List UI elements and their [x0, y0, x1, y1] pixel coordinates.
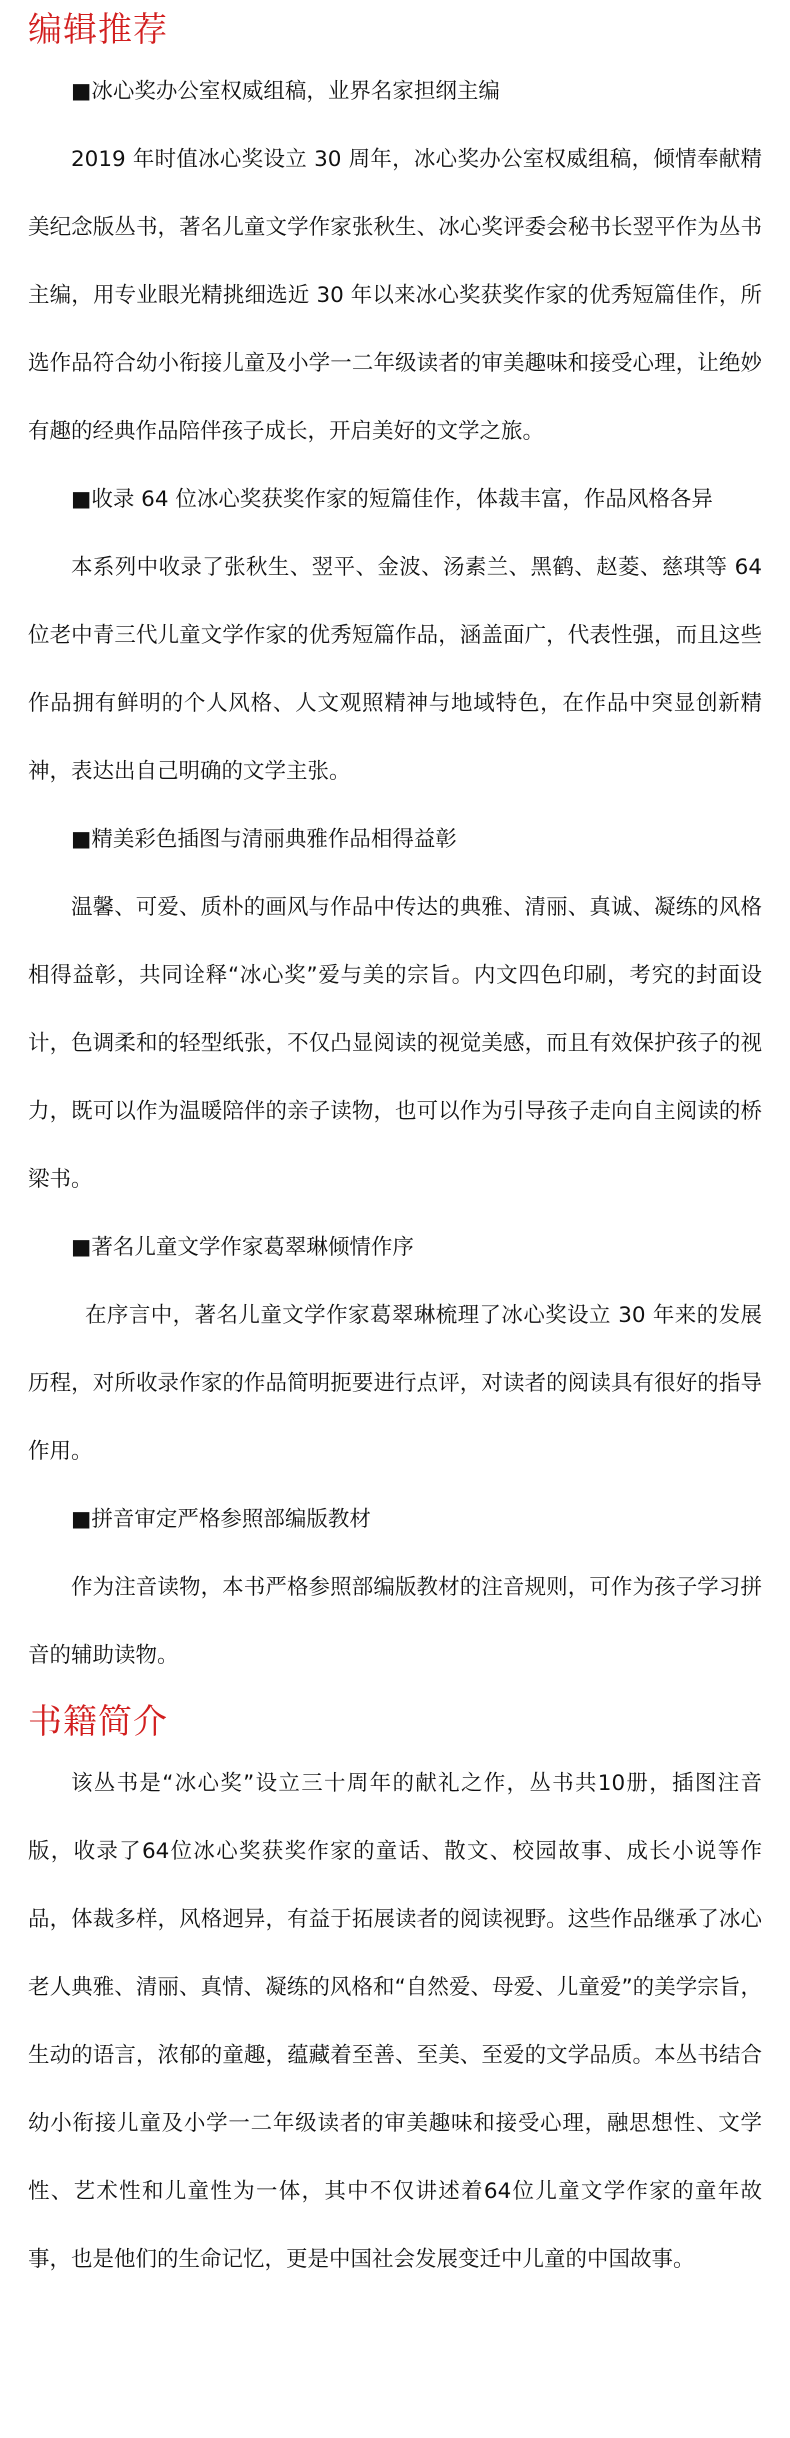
feature-body-preface: 在序言中，著名儿童文学作家葛翠琳梳理了冰心奖设立 30 年来的发展历程，对所收录作家的作品简明扼要进行点评，对读者的阅读具有很好的指导作用。 [28, 1303, 762, 1464]
feature-body-illustrations: 温馨、可爱、质朴的画风与作品中传达的典雅、清丽、真诚、凝练的风格相得益彰，共同诠释“冰心奖”爱与美的宗旨。内文四色印刷，考究的封面设计，色调柔和的轻型纸张，不仅凸显阅读的视觉美感，而且有效保护孩子的视力，既可以作为温暖陪伴的亲子读物，也可以作为引导孩子走向自主阅读的桥梁书。 [28, 895, 762, 1192]
section-title-book-introduction: 书籍简介 [28, 1702, 168, 1742]
feature-body-authors: 本系列中收录了张秋生、翌平、金波、汤素兰、黑鹤、赵菱、慈琪等 64 位老中青三代儿童文学作家的优秀短篇作品，涵盖面广，代表性强，而且这些作品拥有鲜明的个人风格、人文观照精神与地域特色，在作品中突显创新精神，表达出自己明确的文学主张。 [28, 555, 762, 784]
product-description-page [0, 2, 790, 2438]
feature-heading-pinyin: ■拼音审定严格参照部编版教材 [71, 1507, 371, 1532]
feature-heading-authors: ■收录 64 位冰心奖获奖作家的短篇佳作，体裁丰富，作品风格各异 [71, 487, 713, 512]
feature-heading-preface: ■著名儿童文学作家葛翠琳倾情作序 [71, 1235, 414, 1260]
section-title-editor-recommendation: 编辑推荐 [28, 10, 168, 50]
feature-heading-illustrations: ■精美彩色插图与清丽典雅作品相得益彰 [71, 827, 457, 852]
book-introduction-body: 该丛书是“冰心奖”设立三十周年的献礼之作，丛书共10册，插图注音版，收录了64位冰心奖获奖作家的童话、散文、校园故事、成长小说等作品，体裁多样，风格迥异，有益于拓展读者的阅读视野。这些作品继承了冰心老人典雅、清丽、真情、凝练的风格和“自然爱、母爱、儿童爱”的美学宗旨，生动的语言，浓郁的童趣，蕴藏着至善、至美、至爱的文学品质。本丛书结合幼小衔接儿童及小学一二年级读者的审美趣味和接受心理，融思想性、文学性、艺术性和儿童性为一体，其中不仅讲述着64位儿童文学作家的童年故事，也是他们的生命记忆，更是中国社会发展变迁中儿童的中国故事。 [28, 1771, 762, 2272]
feature-body-pinyin: 作为注音读物，本书严格参照部编版教材的注音规则，可作为孩子学习拼音的辅助读物。 [28, 1575, 762, 1668]
feature-body-authority: 2019 年时值冰心奖设立 30 周年，冰心奖办公室权威组稿，倾情奉献精美纪念版丛书，著名儿童文学作家张秋生、冰心奖评委会秘书长翌平作为丛书主编，用专业眼光精挑细选近 30 年以来冰心奖获奖作家的优秀短篇佳作，所选作品符合幼小衔接儿童及小学一二年级读者的审美趣味和接受心理，让绝妙有趣的经典作品陪伴孩子成长，开启美好的文学之旅。 [28, 147, 762, 444]
feature-heading-authority: ■冰心奖办公室权威组稿，业界名家担纲主编 [71, 79, 500, 104]
